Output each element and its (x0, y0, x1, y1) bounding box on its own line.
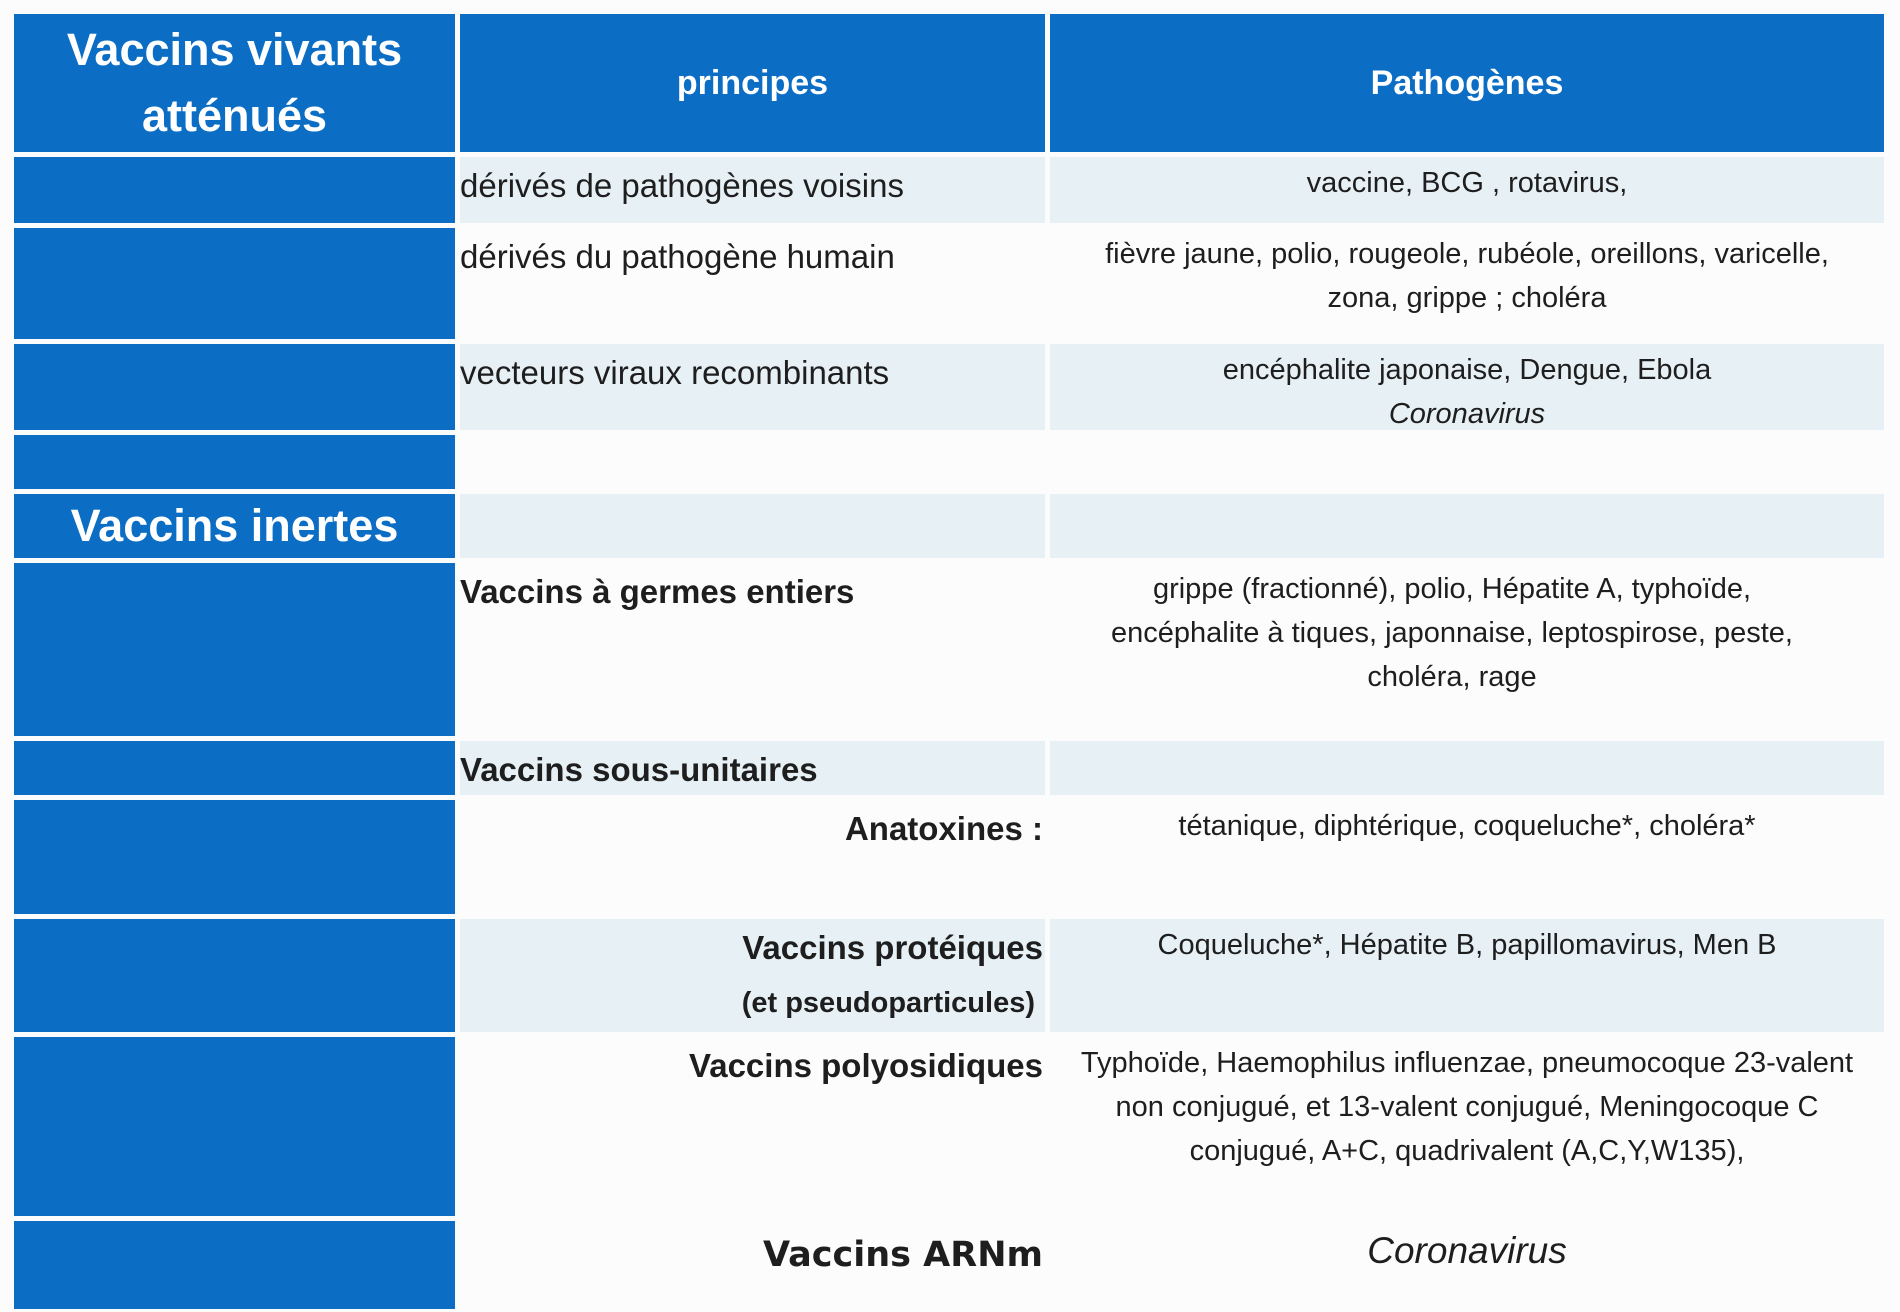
empty-cell (1050, 435, 1884, 489)
side-cell (14, 1037, 455, 1216)
pathogens-cell: Coronavirus (1050, 1221, 1884, 1309)
side-cell (14, 800, 455, 914)
principle-cell: Vaccins polyosidiques (460, 1037, 1045, 1216)
principle-cell (460, 919, 1045, 1032)
side-cell (14, 1221, 455, 1309)
pathogens-cell: vaccine, BCG , rotavirus, (1050, 157, 1884, 223)
principle-subtext: (et pseudoparticules) (741, 987, 1035, 1019)
pathogens-text: encéphalite japonaise, Dengue, Ebola (1222, 354, 1712, 386)
pathogens-cell (1050, 344, 1884, 430)
empty-cell (460, 494, 1045, 558)
side-cell (14, 919, 455, 1032)
principle-cell: Vaccins à germes entiers (460, 563, 1045, 736)
header-principles: principes (460, 14, 1045, 152)
principle-cell: Vaccins ARNm (460, 1221, 1045, 1309)
vaccine-table (14, 14, 1884, 1298)
side-cell (14, 228, 455, 339)
pathogens-text: fièvre jaune, polio, rougeole, rubéole, oreillons, varicelle, zona, grippe ; choléra (1105, 238, 1829, 314)
header-live-vaccines: Vaccins vivants atténués (14, 14, 455, 152)
principle-cell: vecteurs viraux recombinants (460, 344, 1045, 430)
pathogens-cell: tétanique, diphtérique, coqueluche*, choléra* (1050, 800, 1884, 914)
pathogens-cell (1050, 228, 1884, 339)
side-cell (14, 741, 455, 795)
principle-text: Vaccins protéiques (742, 929, 1043, 966)
empty-cell (1050, 494, 1884, 558)
pathogens-italic-text: Coronavirus (1388, 398, 1546, 430)
pathogens-cell: Coqueluche*, Hépatite B, papillomavirus, Men B (1050, 919, 1884, 1032)
empty-cell (1050, 741, 1884, 795)
side-cell (14, 344, 455, 430)
principle-cell: dérivés de pathogènes voisins (460, 157, 1045, 223)
side-cell (14, 435, 455, 489)
header-pathogens: Pathogènes (1050, 14, 1884, 152)
side-cell (14, 157, 455, 223)
pathogens-cell (1050, 1037, 1884, 1216)
pathogens-text: grippe (fractionné), polio, Hépatite A, typhoïde, encéphalite à tiques, japonnaise, leptospirose, peste, choléra, rage (1111, 573, 1793, 693)
principle-cell: dérivés du pathogène humain (460, 228, 1045, 339)
pathogens-text: Typhoïde, Haemophilus influenzae, pneumocoque 23-valent non conjugué, et 13-valent conjugué, Meningocoque C conjugué, A+C, quadrivalent (A,C,Y,W135), (1080, 1047, 1854, 1167)
pathogens-cell (1050, 563, 1884, 736)
principle-cell: Anatoxines : (460, 800, 1045, 914)
empty-cell (460, 435, 1045, 489)
principle-cell: Vaccins sous-unitaires (460, 741, 1045, 795)
inert-vaccines-title: Vaccins inertes (14, 494, 455, 558)
side-cell (14, 563, 455, 736)
